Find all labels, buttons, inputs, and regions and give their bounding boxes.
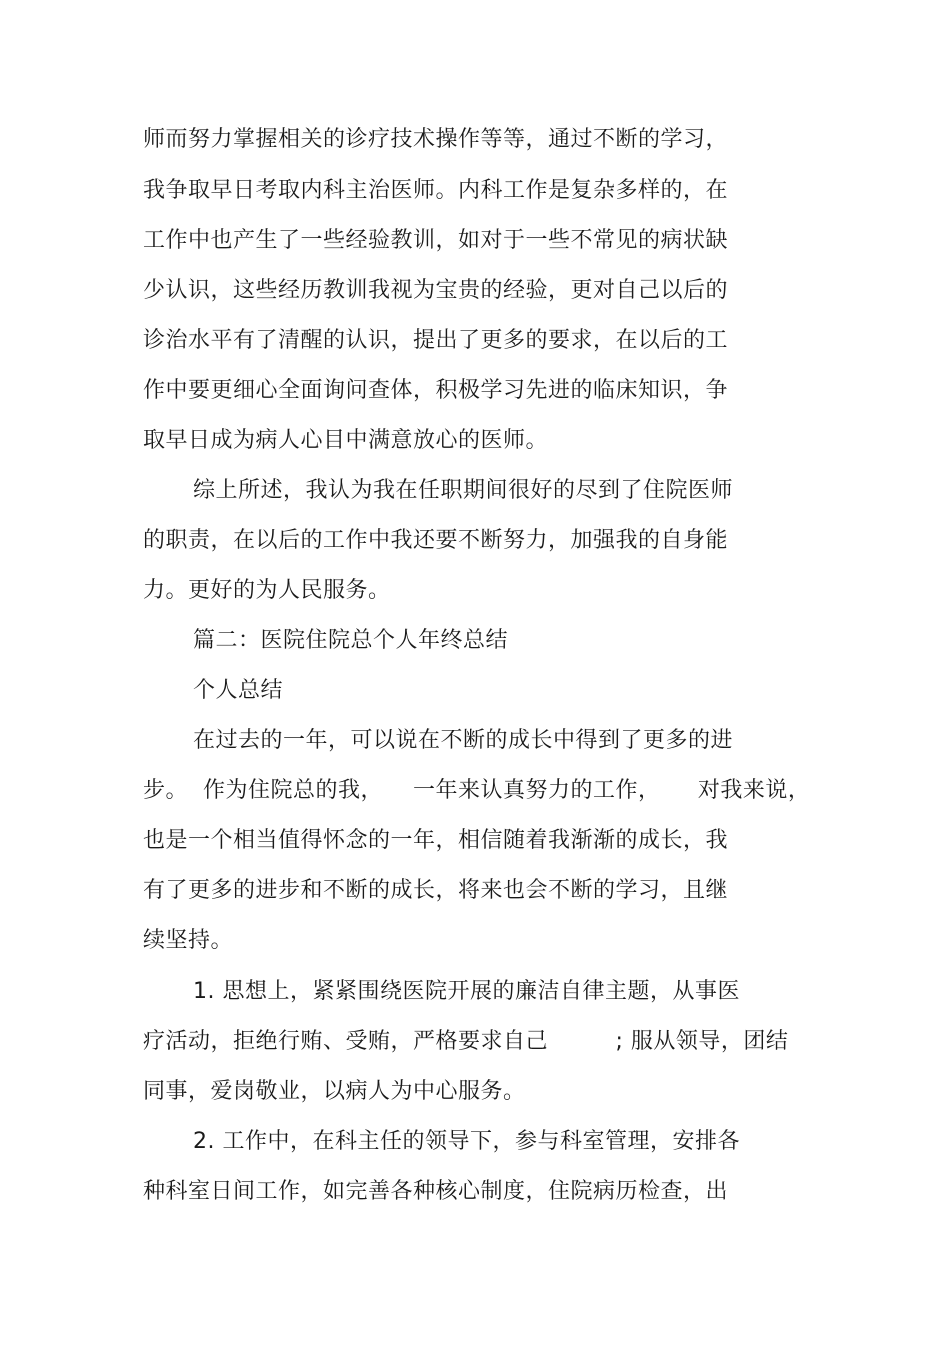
- text-line: 作中要更细心全面询问查体，积极学习先进的临床知识，争: [143, 378, 729, 403]
- text-line: 续坚持。: [143, 928, 234, 953]
- text-line: 1. 思想上，紧紧围绕医院开展的廉洁自律主题，从事医: [193, 979, 740, 1004]
- text-line: 种科室日间工作，如完善各种核心制度，住院病历检查，出: [143, 1179, 729, 1204]
- text-line: 有了更多的进步和不断的成长，将来也会不断的学习，且继: [143, 878, 729, 903]
- text-line: 同事，爱岗敬业，以病人为中心服务。: [143, 1079, 526, 1104]
- text-line: 步。 作为住院总的我， 一年来认真努力的工作， 对我来说，: [143, 778, 811, 803]
- text-line: 2. 工作中，在科主任的领导下，参与科室管理，安排各: [193, 1129, 740, 1154]
- text-line: 我争取早日考取内科主治医师。内科工作是复杂多样的，在: [143, 178, 729, 203]
- text-line: 在过去的一年，可以说在不断的成长中得到了更多的进: [193, 728, 734, 753]
- text-line: 疗活动，拒绝行贿、受贿，严格要求自己 ; 服从领导，团结: [143, 1029, 789, 1054]
- section-heading: 篇二：医院住院总个人年终总结: [193, 628, 509, 653]
- text-line: 诊治水平有了清醒的认识，提出了更多的要求，在以后的工: [143, 328, 729, 353]
- text-line: 力。更好的为人民服务。: [143, 578, 391, 603]
- text-line: 也是一个相当值得怀念的一年，相信随着我渐渐的成长，我: [143, 828, 729, 853]
- subheading: 个人总结: [193, 678, 284, 703]
- text-line: 少认识，这些经历教训我视为宝贵的经验，更对自己以后的: [143, 278, 729, 303]
- text-line: 工作中也产生了一些经验教训，如对于一些不常见的病状缺: [143, 228, 729, 253]
- text-line: 师而努力掌握相关的诊疗技术操作等等，通过不断的学习，: [143, 127, 729, 152]
- text-line: 取早日成为病人心目中满意放心的医师。: [143, 428, 549, 453]
- text-line: 的职责，在以后的工作中我还要不断努力，加强我的自身能: [143, 528, 729, 553]
- text-line: 综上所述，我认为我在任职期间很好的尽到了住院医师: [193, 478, 734, 503]
